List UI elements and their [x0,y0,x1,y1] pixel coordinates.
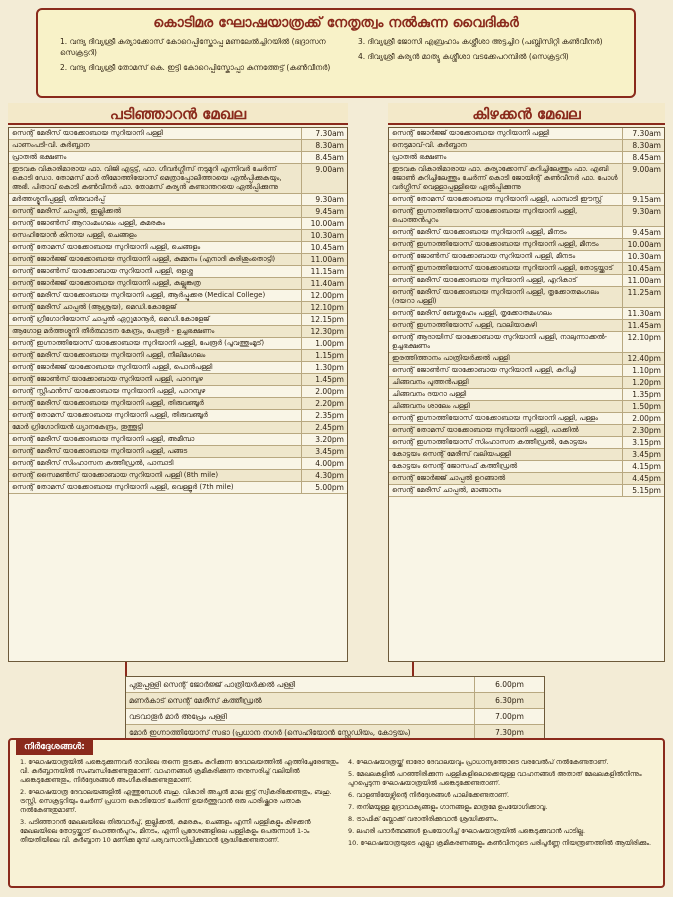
time-cell: 11.00am [301,254,347,265]
header-item: 2. വന്ദ്യ ദിവ്യശ്രീ തോമസ് കെ. ഇട്ടി കോറെപ്പിസ്കോപ്പാ കുന്നത്തേട്ട് (കൺവീനർ) [60,63,331,72]
table-row [9,314,347,326]
place-cell: സെന്റ് തോമസ് യാക്കോബായ സുറിയാനി പള്ളി, ചെങ്ങളം [12,243,201,251]
table-row [9,422,347,434]
time-cell: 4.00pm [301,458,347,469]
table-row [9,326,347,338]
place-cell: സെന്റ് മേരീസ് യാക്കോബായ സുറിയാനി പള്ളി [12,129,163,137]
west-schedule-table [8,127,348,662]
table-row [389,437,664,449]
instructions-title: നിർദ്ദേശങ്ങൾ: [16,739,93,755]
west-region-title: പടിഞ്ഞാറൻ മേഖല [8,103,348,125]
place-cell: പ്രാതൽ ഭക്ഷണം [392,153,447,161]
table-row [9,446,347,458]
time-cell: 9.00am [301,164,347,193]
place-cell: സെന്റ് ഇഗ്നാത്തിയോസ് യാക്കോബായ സുറിയാനി പള്ളി, തോട്ടയ്ക്കാട് [392,264,613,272]
place-cell: ഇടവക വികാരിമാരായ ഫാ. വിജി എട്ടട്ട്, ഫാ. ഗീവർഗ്ഗീസ് നടുമുറി എന്നിവർ ചേർന്ന് കൊടി ഡോ. തോമസ് മാർ തീമോത്തിയോസ് മെത്രാപ്പോലീത്തായെ ഏൽപ്പിക്കുകയും, അഭി. പിതാവ് കൊടി കൺവീനർ ഫാ. തോമസ് കുര്യൻ കണ്ടാന്തറയെ ഏൽപ്പിക്കുന്നു [12,165,282,191]
time-cell: 11.30am [622,308,664,319]
time-cell: 12.30pm [301,326,347,337]
table-row [389,401,664,413]
table-row [9,458,347,470]
place-cell: സെന്റ് ഗ്രീഗോറിയോസ് ചാപ്പൽ ഏറ്റുമാനൂർ, മെഡി.കോളേജ് [12,315,210,323]
time-cell: 1.35pm [622,389,664,400]
time-cell: 7.30am [301,128,347,139]
time-cell: 12.00pm [301,290,347,301]
instruction-item: 10. ഘോഷയാത്രയുടെ എല്ലാ ക്രമീകരണങ്ങളും കൺവീനറുടെ പരിപൂർണ്ണ നിയന്ത്രണത്തിൽ ആയിരിക്കും. [348,839,652,847]
table-row [9,362,347,374]
time-cell: 7.30am [622,128,664,139]
place-cell: ചിങ്ങവനം പുത്തൻപള്ളി [392,378,469,386]
time-cell: 3.15pm [622,437,664,448]
time-cell: 1.20pm [622,377,664,388]
table-row [9,398,347,410]
place-cell: ഇരത്തിത്താനം പാത്രിയർക്കൽ പള്ളി [392,354,510,362]
place-cell: ഇടവക വികാരിമാരായ ഫാ. കുര്യാക്കോസ് കുറിച്ചിലേത്തും ഫാ. എബി ജോൺ കുറിച്ചിലേത്തും ചേർന്ന് കൊടി ജോയിന്റ് കൺവീനർ ഫാ. പോൾ വർഗ്ഗീസ് വെള്ളാപ്പള്ളിയെ ഏൽപ്പിക്കുന്നു [392,165,618,191]
time-cell: 1.45pm [301,374,347,385]
place-cell: സെന്റ് ജോർജ്ജ് യാക്കോബായ സുറിയാനി പള്ളി, കുമ്മനം (എനാദി കുരിശുംതൊട്ടി) [12,255,276,263]
place-cell: മോർ ഗ്രിഗോറിയൻ ധ്യാനകേന്ദ്രം, തൂത്തൂട്ടി [12,423,143,431]
header-title: കൊടിമര ഘോഷയാത്രക്ക് നേതൃത്വം നൽകുന്ന വൈദികർ [153,15,519,31]
place-cell: സെന്റ് ജോർജ്ജ് യാക്കോബായ സുറിയാനി പള്ളി, പൊൻപള്ളി [12,363,213,371]
table-row [9,338,347,350]
east-region-title: കിഴക്കൻ മേഖല [388,103,665,125]
instruction-item: 3. പടിഞ്ഞാറൻ മേഖലയിലെ തിരുവാർപ്പ്, ഇല്ലിക്കൽ, കുമരകം, ചെങ്ങളം എന്നീ പള്ളികളും കിഴക്കൻ മേഖലയിലെ തോട്ടയ്ക്കാട് പൊത്തൻപുറം, മീനടം, എന്നീ പ്രദേശങ്ങളിലെ പള്ളികളും പെരുന്നാൾ 1-ാം തീയതിയിലെ വി. കുർബ്ബാന 10 മണിക്കു മുമ്പ് പര്യവസാനിപ്പിക്കുവാൻ ശ്രദ്ധിക്കേണ്ടതാണ്. [20,818,311,844]
time-cell: 6.00pm [474,677,544,692]
table-row [389,377,664,389]
instruction-item: 5. മേഖലകളിൽ പറഞ്ഞിരിക്കുന്ന പള്ളികളിലൊക്കെയുള്ള വാഹനങ്ങൾ അതാത് മേഖലകളിൽനിന്നും പുറപ്പെടുന്ന ഘോഷയാത്രയിൽ പങ്കെടുക്കേണ്ടതാണ്. [348,770,642,787]
place-cell: സെഹിയോൻ കിനായ പള്ളി, ചെങ്ങളം [12,231,137,239]
time-cell: 12.10pm [622,332,664,352]
place-cell: സെന്റ് സൈമൺസ് യാക്കോബായ സുറിയാനി പള്ളി (8th mile) [12,471,219,479]
table-row [389,485,664,497]
table-row [389,194,664,206]
place-cell: സെന്റ് മേരീസ് യാക്കോബായ സുറിയാനി പള്ളി, തൃക്കോതമംഗലം (ദയറാ പള്ളി) [392,288,600,305]
table-row [389,308,664,320]
east-schedule-table [388,127,665,662]
table-row [9,278,347,290]
time-cell: 2.30pm [622,425,664,436]
time-cell: 3.20pm [301,434,347,445]
header-right-column [358,36,638,66]
time-cell: 11.45am [622,320,664,331]
table-row [389,389,664,401]
time-cell: 10.45am [301,242,347,253]
table-row [389,263,664,275]
instruction-item: 6. വാളണ്ടിയേഴ്സിന്റെ നിർദ്ദേശങ്ങൾ പാലിക്കേണ്ടതാണ്. [348,791,510,799]
table-row [9,194,347,206]
table-row [389,332,664,353]
time-cell: 11.40am [301,278,347,289]
table-row [9,434,347,446]
time-cell: 3.45pm [622,449,664,460]
place-cell: ചിങ്ങവനം ദയറാ പള്ളി [392,390,467,398]
place-cell: സെന്റ് തോമസ് യാക്കോബായ സുറിയാനി പള്ളി, പാമ്പാടി ഈസ്റ്റ് [392,195,602,203]
time-cell: 9.45am [622,227,664,238]
place-cell: സെന്റ് ആദായിസ് യാക്കോബായ സുറിയാനി പള്ളി, നാലുന്നാക്കൽ- ഉച്ചഭക്ഷണം [392,333,608,350]
time-cell: 10.00am [301,218,347,229]
table-row [9,350,347,362]
table-row [9,302,347,314]
instruction-item: 2. ഘോഷയാത്ര ദേവാലയങ്ങളിൽ എത്തുമ്പോൾ ബഹു. വികാരി അച്ചൻ മാല ഇട്ട് സ്വീകരിക്കേണ്ടതും, ബഹു. ട്രസ്റ്റി, സെക്രട്ടറിയും ചേർന്ന് പ്രധാന കൊടിയോട് ചേർന്ന് ഉയർത്തുവാൻ ഒരു പാരിഷ്ക്കാര പതാക നൽകേണ്ടതുമാണ്. [20,788,332,814]
place-cell: സെന്റ് മേരീസ് യാക്കോബായ സുറിയാനി പള്ളി, മീനടം [392,228,567,236]
table-row [389,461,664,473]
table-row [389,449,664,461]
time-cell: 1.00pm [301,338,347,349]
time-cell: 9.00am [622,164,664,193]
place-cell: സെന്റ് മേരീസ് യാക്കോബായ സുറിയാനി പള്ളി, നീലിമംഗലം [12,351,206,359]
time-cell: 2.00pm [301,386,347,397]
place-cell: മർത്തശ്മൂനിപ്പള്ളി, തിരുവാർപ്പ് [12,195,105,203]
table-row [9,140,347,152]
table-row [389,320,664,332]
place-cell: സെന്റ് മേരീസ് യാക്കോബായ സുറിയാനി പള്ളി, എറികാട് [392,276,577,284]
table-row [9,290,347,302]
place-cell: സെന്റ് ജോർജ്ജ് ചാപ്പൽ ഉറങ്ങാൽ [392,474,506,482]
table-row [9,266,347,278]
place-cell: മണർകാട് സെന്റ് മേരീസ് കത്തീഡ്രൽ [129,696,262,705]
place-cell: സെന്റ് മേരീസ് സിംഹാസന കത്തീഡ്രൽ, പാമ്പാടി [12,459,174,467]
time-cell: 4.15pm [622,461,664,472]
time-cell: 3.45pm [301,446,347,457]
time-cell: 10.45am [622,263,664,274]
place-cell: പാണംപടി-വി. കുർബ്ബാന [12,141,90,149]
table-row [389,365,664,377]
time-cell: 6.30pm [474,693,544,708]
header-item: 3. ദിവ്യശ്രീ ജോസി എബ്രഹാം കശ്ശീശാ അട്ടച്ചിറ (പബ്ലിസിറ്റി കൺവീനർ) [358,37,603,46]
table-row [126,709,544,725]
table-row [9,470,347,482]
place-cell: കോട്ടയം സെന്റ് ജോസഫ് കത്തീഡ്രൽ [392,462,518,470]
place-cell: സെന്റ് മേരീസ് ചാപ്പൽ (ആശ്രയ), മെഡി.കോളേജ് [12,303,177,311]
instructions-right-column [348,758,660,851]
place-cell: മോർ ഇഗ്നാത്തിയോസ് സഭാ (പ്രധാന നഗർ (സെഹിയോൻ സ്റ്റേഡിയം, കോട്ടയം) [129,728,411,737]
table-row [9,218,347,230]
instruction-item: 9. ലഹരി പദാർത്ഥങ്ങൾ ഉപയോഗിച്ച് ഘോഷയാത്രയിൽ പങ്കെടുക്കുവാൻ പാടില്ല. [348,827,586,835]
time-cell: 1.10pm [622,365,664,376]
table-row [389,413,664,425]
place-cell: നെടുമാവ്-വി. കുർബ്ബാന [392,141,467,149]
time-cell: 9.30am [622,206,664,226]
time-cell: 12.10pm [301,302,347,313]
header-item: 1. വന്ദ്യ ദിവ്യശ്രീ കുര്യാക്കോസ് കോറെപ്പിസ്കോപ്പ മണലേൽച്ചിറയിൽ (ഭദ്രാസന സെക്രട്ടറി) [60,37,326,57]
time-cell: 9.15am [622,194,664,205]
time-cell: 4.30pm [301,470,347,481]
place-cell: സെന്റ് ജോൺസ് യാക്കോബായ സുറിയാനി പള്ളി, പാറമ്പുഴ [12,375,203,383]
time-cell: 12.40pm [622,353,664,364]
instructions-box [8,738,665,888]
time-cell: 2.20pm [301,398,347,409]
table-row [389,227,664,239]
header-left-column [60,36,340,77]
place-cell: സെന്റ് മേരീസ് യാക്കോബായ സുറിയാനി പള്ളി, തിരുവഞ്ചൂർ [12,399,204,407]
place-cell: സെന്റ് തോമസ് യാക്കോബായ സുറിയാനി പള്ളി, തിരുവഞ്ചൂർ [12,411,208,419]
table-row [389,275,664,287]
place-cell: സെന്റ് ജോൺസ് യാക്കോബായ സുറിയാനി പള്ളി, ഒളശ്ശ [12,267,194,275]
time-cell: 10.30am [622,251,664,262]
table-row [9,230,347,242]
instructions-left-column [20,758,340,848]
place-cell: സെന്റ് തോമസ് യാക്കോബായ സുറിയാനി പള്ളി, പാക്കിൽ [392,426,579,434]
time-cell: 9.45am [301,206,347,217]
place-cell: പുതുപ്പള്ളി സെന്റ് ജോർജ്ജ് പാത്രിയർക്കൽ പള്ളി [129,680,296,689]
place-cell: സെന്റ് ഇഗ്നാത്തിയോസ് യാക്കോബായ സുറിയാനി പള്ളി, പേരൂർ (പൂവത്തുംമൂട്) [12,339,265,347]
time-cell: 1.50pm [622,401,664,412]
time-cell: 8.30am [301,140,347,151]
table-row [389,425,664,437]
place-cell: വടവാതൂർ മാർ അപ്രേം പള്ളി [129,712,227,721]
place-cell: ആഗോള മർത്തശ്മൂനി തീർത്ഥാടന കേന്ദ്രം, പേരൂർ - ഉച്ചഭക്ഷണം [12,327,215,335]
table-row [389,353,664,365]
time-cell: 7.00pm [474,709,544,724]
place-cell: സെന്റ് ഇഗ്നാത്തിയോസ് യാക്കോബായ സുറിയാനി പള്ളി, മീനടം [392,240,599,248]
time-cell: 12.15pm [301,314,347,325]
instruction-item: 7. തനിമയുള്ള മുദ്രാവാക്യങ്ങളും ഗാനങ്ങളും മാത്രമേ ഉപയോഗിക്കാവൂ. [348,803,548,811]
place-cell: സെന്റ് മേരീസ് ചാപ്പൽ, മാങ്ങാനം [392,486,502,494]
time-cell: 2.35pm [301,410,347,421]
place-cell: സെന്റ് ഇഗ്നാത്തിയോസ് സിംഹാസന കത്തീഡ്രൽ, കോട്ടയം [392,438,587,446]
time-cell: 7.30pm [474,725,544,740]
place-cell: സെന്റ് ജോൺസ് ആറാംമംഗലം പള്ളി, കുമരകം [12,219,166,227]
place-cell: സെന്റ് മേരീസ് ബേത്ലഹേം പള്ളി, തൃക്കോതമംഗലം [392,309,552,317]
time-cell: 10.00am [622,239,664,250]
place-cell: ചിങ്ങവനം ശാലേം പള്ളി [392,402,470,410]
table-row [9,128,347,140]
table-row [9,254,347,266]
time-cell: 1.15pm [301,350,347,361]
place-cell: സെന്റ് ഇഗ്നാത്തിയോസ് യാക്കോബായ സുറിയാനി പള്ളി, പള്ളം [392,414,598,422]
table-row [9,242,347,254]
time-cell: 11.00am [622,275,664,286]
instruction-item: 1. ഘോഷയാത്രയിൽ പങ്കെടുക്കുന്നവർ രാവിലെ തന്നെ തുടക്കം കുറിക്കുന്ന ദേവാലയത്തിൽ എത്തിച്ചേരേണ്ടതും വി. കുർബ്ബാനയിൽ സംബന്ധിക്കേണ്ടതുമാണ്. വാഹനങ്ങൾ ക്രമീകരിക്കുന്ന തനുസരിച്ച് വലിയിൽ പങ്കെടുക്കേണ്ടതും, നിർദ്ദേശങ്ങൾ അംഗീകരിക്കേണ്ടതുമാണ്. [20,758,339,784]
instruction-item: 4. ഘോഷയാത്രയ്ക്ക് ഓരോ ദേവാലയവും പ്രാധാന്യത്തോടെ വരവേൽപ് നൽകേണ്ടതാണ്. [348,758,609,766]
place-cell: സെന്റ് തോമസ് യാക്കോബായ സുറിയാനി പള്ളി, വെള്ളൂർ (7th mile) [12,483,234,491]
table-row [9,374,347,386]
instruction-item: 8. ട്രാഫിക് ബ്ലോക്ക് വരാതിരിക്കുവാൻ ശ്രദ്ധിക്കണം. [348,815,499,823]
table-row [9,206,347,218]
table-row [389,239,664,251]
table-row [9,410,347,422]
table-row [9,386,347,398]
table-row [389,206,664,227]
table-row [389,128,664,140]
table-row [389,152,664,164]
time-cell: 2.45pm [301,422,347,433]
time-cell: 10.30am [301,230,347,241]
table-row [389,287,664,308]
time-cell: 2.00pm [622,413,664,424]
time-cell: 8.45am [622,152,664,163]
table-row [126,677,544,693]
table-row [9,152,347,164]
place-cell: സെന്റ് മേരീസ് യാക്കോബായ സുറിയാനി പള്ളി, പങ്ങട [12,447,188,455]
place-cell: സെന്റ് ഇഗ്നാത്തിയോസ് യാക്കോബായ സുറിയാനി പള്ളി, പൊത്തൻപുറം [392,207,578,224]
table-row [9,482,347,494]
table-row [9,164,347,194]
table-row [389,140,664,152]
table-row [389,251,664,263]
time-cell: 4.45pm [622,473,664,484]
table-row [389,164,664,194]
place-cell: സെന്റ് ജോൺസ് യാക്കോബായ സുറിയാനി പള്ളി, മീനടം [392,252,576,260]
time-cell: 1.30pm [301,362,347,373]
place-cell: കോട്ടയം സെന്റ് മേരീസ് വലിയപള്ളി [392,450,511,458]
place-cell: പ്രാതൽ ഭക്ഷണം [12,153,67,161]
place-cell: സെന്റ് സ്റ്റീഫൻസ് യാക്കോബായ സുറിയാനി പള്ളി, പാറമ്പുഴ [12,387,206,395]
place-cell: സെന്റ് ഇഗ്നാത്തിയോസ് പള്ളി, വാലിയാകുഴി [392,321,537,329]
place-cell: സെന്റ് ജോൺസ് യാക്കോബായ സുറിയാനി പള്ളി, കുറിച്ചി [392,366,576,374]
time-cell: 9.30am [301,194,347,205]
place-cell: സെന്റ് ജോർജ്ജ് യാക്കോബായ സുറിയാനി പള്ളി, കല്ലുങ്കത്ര [12,279,201,287]
time-cell: 5.00pm [301,482,347,493]
place-cell: സെന്റ് മേരീസ് യാക്കോബായ സുറിയാനി പള്ളി, ആർപ്പൂക്കര (Medical College) [12,291,266,299]
time-cell: 8.45am [301,152,347,163]
time-cell: 8.30am [622,140,664,151]
place-cell: സെന്റ് ജോർജ്ജ് യാക്കോബായ സുറിയാനി പള്ളി [392,129,550,137]
time-cell: 5.15pm [622,485,664,496]
header-box [36,8,636,98]
time-cell: 11.25am [622,287,664,307]
place-cell: സെന്റ് മേരീസ് യാക്കോബായ സുറിയാനി പള്ളി, അമീമ്പാ [12,435,195,443]
place-cell: സെന്റ് മേരീസ് ചാപ്പൽ, ഇല്ലിക്കൽ [12,207,121,215]
table-row [126,693,544,709]
time-cell: 11.15am [301,266,347,277]
table-row [389,473,664,485]
header-item: 4. ദിവ്യശ്രീ കുര്യൻ മാത്യു കശ്ശീശാ വടക്കേപറമ്പിൽ (സെക്രട്ടറി) [358,52,569,61]
